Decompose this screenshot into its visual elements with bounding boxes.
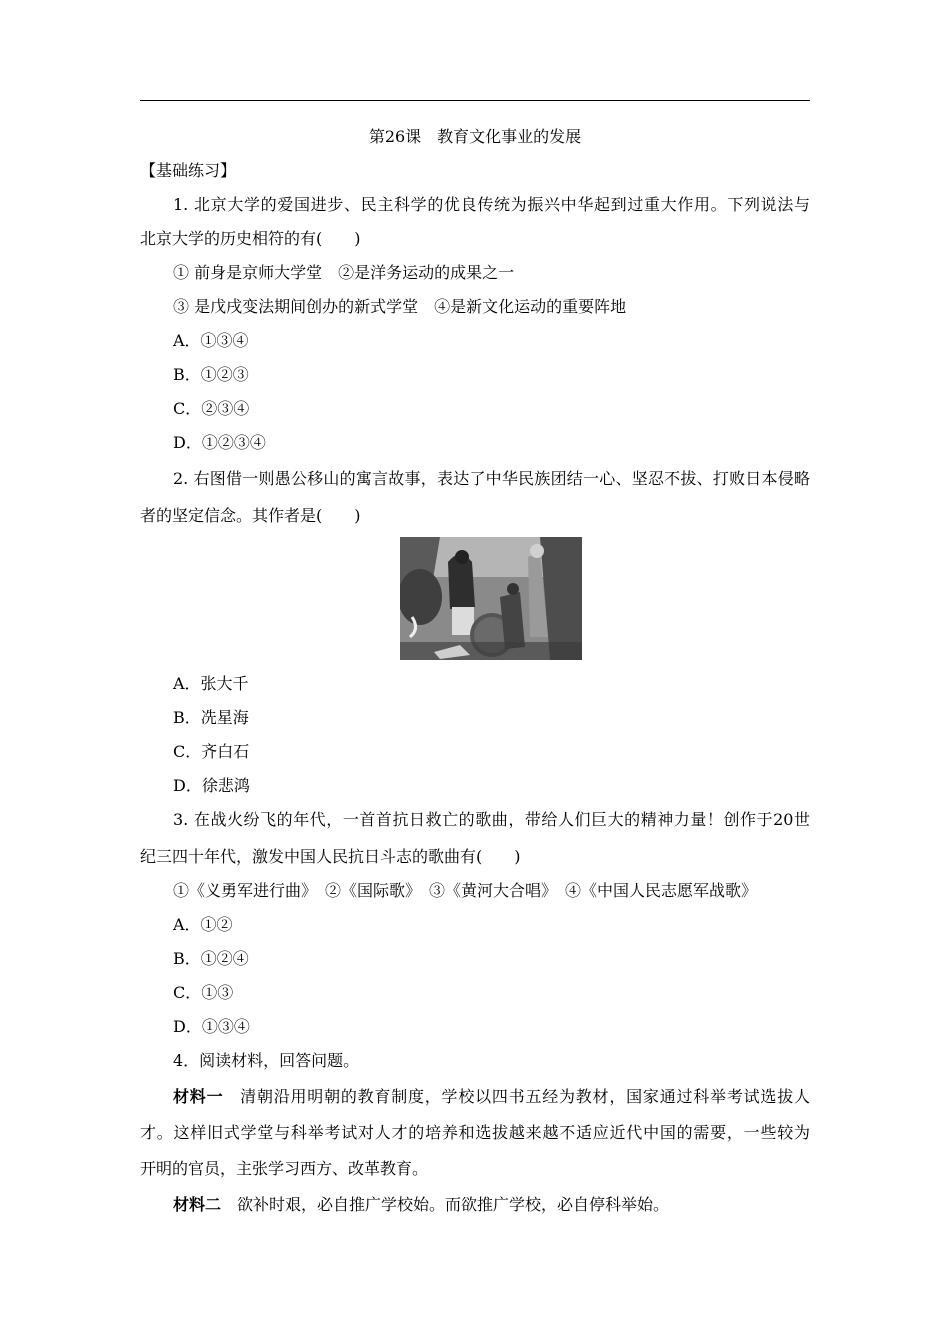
q1-choice-d: D．①②③④: [173, 433, 266, 452]
q3-stem-line2: 纪三四十年代，激发中国人民抗日斗志的歌曲有( ): [140, 847, 521, 866]
q4-material2-line1: [173, 1194, 810, 1216]
section-label: 【基础练习】: [140, 161, 237, 180]
q2-choice-d: D．徐悲鸿: [173, 776, 250, 795]
q2-choice-c: C．齐白石: [173, 742, 250, 761]
material2-text: 欲补时艰，必自推广学校始。而欲推广学校，必自停科举始。: [237, 1195, 670, 1214]
lesson-title: 第26课 教育文化事业的发展: [368, 127, 582, 146]
q2-choice-b: B．冼星海: [173, 708, 249, 727]
q3-option-line: ①《义勇军进行曲》 ②《国际歌》 ③《黄河大合唱》 ④《中国人民志愿军战歌》: [173, 881, 758, 900]
q4-material1-line2: 才。这样旧式学堂与科举考试对人才的培养和选拔越来越不适应近代中国的需要，一些较为: [140, 1123, 810, 1142]
q1-choice-c: C．②③④: [173, 399, 250, 418]
q4-material1-line1: [173, 1086, 810, 1108]
q3-choice-c: C．①③: [173, 983, 234, 1002]
material1-label: 材料一: [173, 1087, 224, 1106]
q3-stem-line1: 3. 在战火纷飞的年代，一首首抗日救亡的歌曲，带给人们巨大的精神力量！创作于20世: [173, 810, 810, 829]
q1-option-line1: ① 前身是京师大学堂 ②是洋务运动的成果之一: [173, 263, 515, 282]
q2-choice-a: A．张大千: [173, 674, 249, 693]
material2-label: 材料二: [173, 1195, 222, 1214]
q2-stem-line1: 2. 右图借一则愚公移山的寓言故事，表达了中华民族团结一心、坚忍不拔、打败日本侵略: [173, 469, 810, 488]
q3-choice-d: D．①③④: [173, 1017, 250, 1036]
q1-choice-a: A．①③④: [173, 331, 249, 350]
yugong-painting-image: [400, 537, 582, 660]
q1-choice-b: B．①②③: [173, 365, 249, 384]
q3-choice-a: A．①②: [173, 915, 233, 934]
q1-stem-line1: 1. 北京大学的爱国进步、民主科学的优良传统为振兴中华起到过重大作用。下列说法与: [173, 195, 810, 214]
q1-option-line2: ③ 是戊戌变法期间创办的新式学堂 ④是新文化运动的重要阵地: [173, 297, 627, 316]
q2-stem-line2: 者的坚定信念。其作者是( ): [140, 506, 361, 525]
q3-choice-b: B．①②④: [173, 949, 249, 968]
q1-stem-line2: 北京大学的历史相符的有( ): [140, 229, 361, 248]
q4-material1-line3: 开明的官员，主张学习西方、改革教育。: [140, 1159, 429, 1178]
material1-text: 清朝沿用明朝的教育制度，学校以四书五经为教材，国家通过科举考试选拔人: [240, 1087, 810, 1106]
header-rule: [140, 100, 810, 101]
q4-stem: 4．阅读材料，回答问题。: [173, 1051, 360, 1070]
